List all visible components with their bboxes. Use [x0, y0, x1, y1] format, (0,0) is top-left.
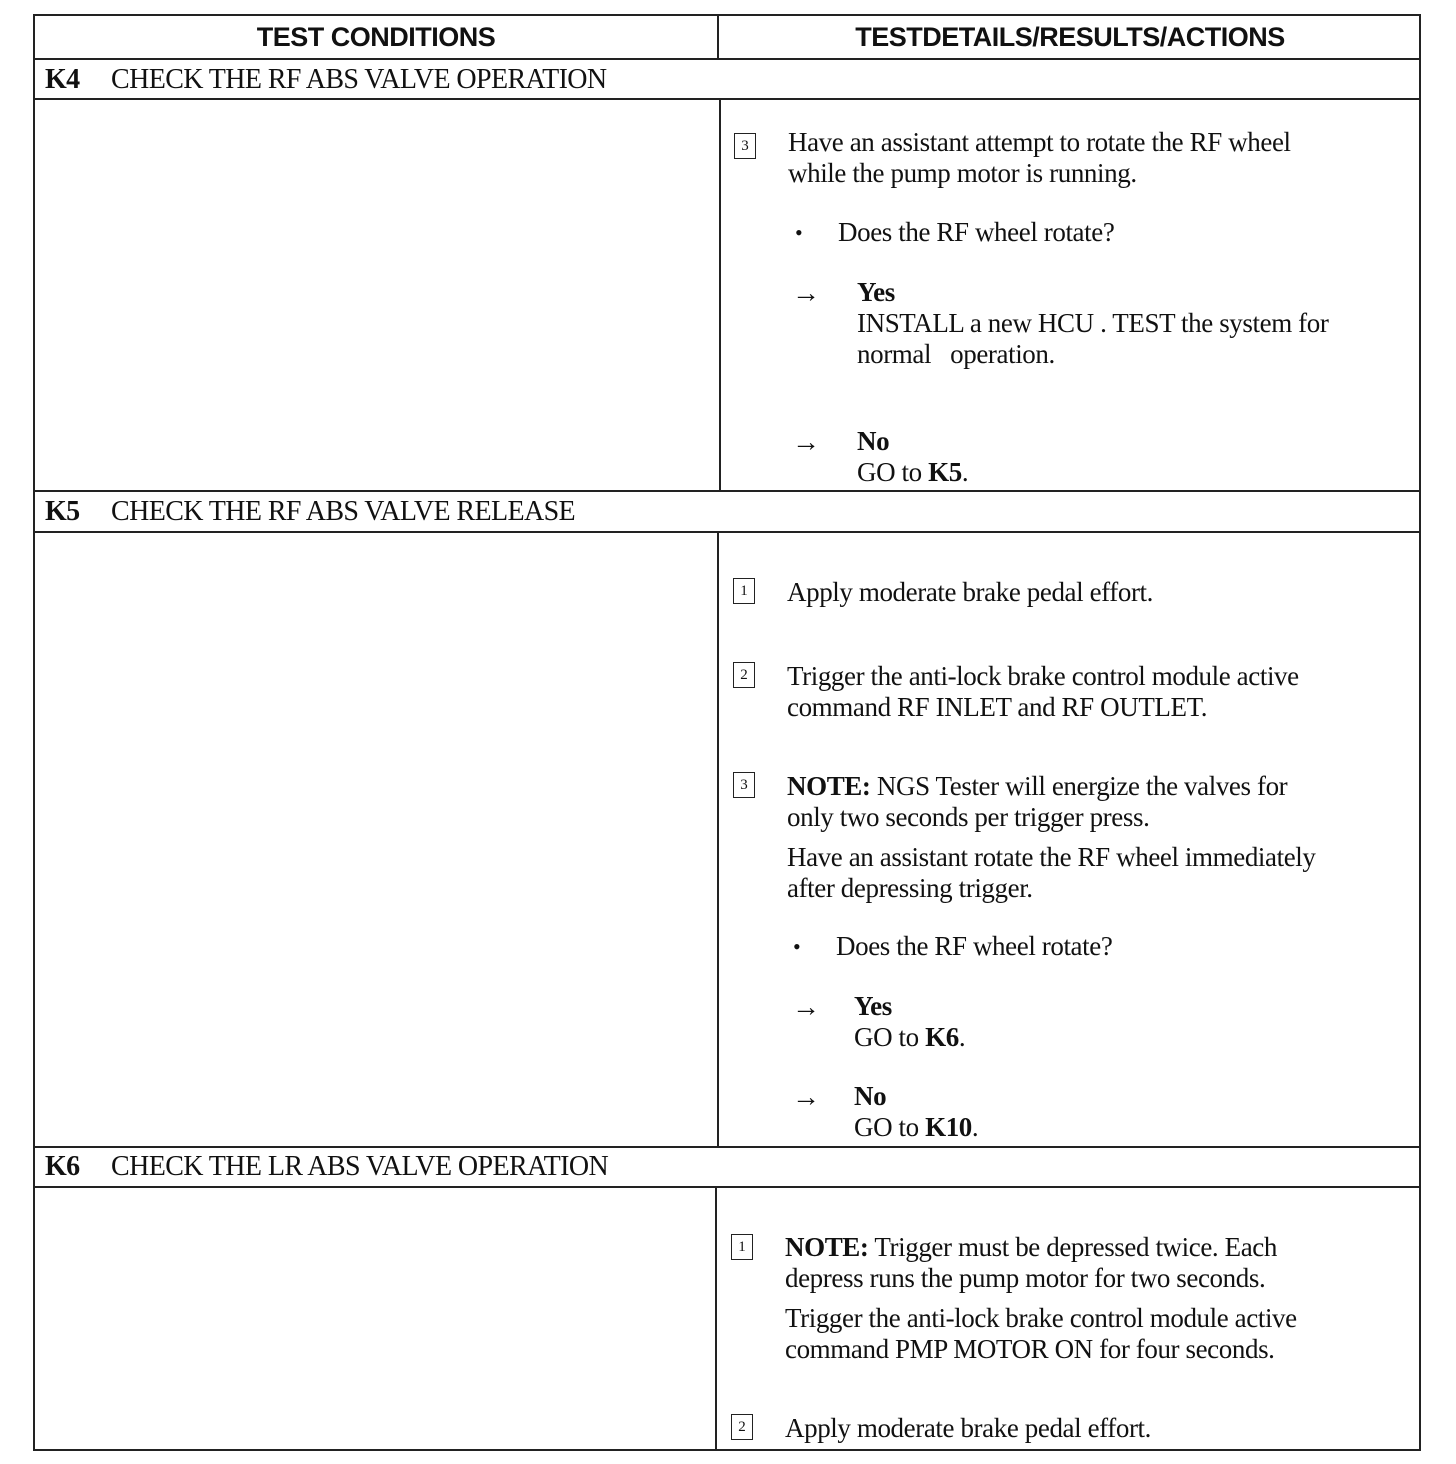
column-divider	[719, 98, 721, 490]
step-text: Trigger the anti-lock brake control module active	[785, 1303, 1297, 1333]
bullet-icon: •	[793, 934, 801, 959]
arrow-right-icon: →	[792, 427, 820, 458]
step-number-box: 3	[734, 133, 756, 159]
step-number-box: 2	[731, 1414, 753, 1440]
step-text: command PMP MOTOR ON for four seconds.	[785, 1334, 1275, 1364]
divider	[35, 58, 1419, 60]
step-text: Have an assistant attempt to rotate the RF wheel	[788, 127, 1291, 157]
step-text: while the pump motor is running.	[788, 158, 1137, 188]
section-title-k6: K6 CHECK THE LR ABS VALVE OPERATION	[45, 1151, 609, 1182]
no-action-text: GO to K10.	[854, 1112, 979, 1142]
section-title-k4: K4 CHECK THE RF ABS VALVE OPERATION	[45, 64, 607, 95]
arrow-right-icon: →	[792, 1082, 820, 1113]
arrow-right-icon: →	[792, 992, 820, 1023]
yes-label: Yes	[854, 991, 892, 1021]
note-text: only two seconds per trigger press.	[787, 802, 1150, 832]
no-action-text: GO to K5.	[857, 457, 969, 487]
step-number-box: 2	[733, 662, 755, 688]
note-text: NOTE: NGS Tester will energize the valves for	[787, 771, 1288, 801]
question-text: Does the RF wheel rotate?	[838, 217, 1115, 247]
divider	[35, 490, 1419, 492]
divider	[35, 98, 1419, 100]
step-text: after depressing trigger.	[787, 873, 1033, 903]
step-number-box: 1	[731, 1234, 753, 1260]
note-text: depress runs the pump motor for two seconds.	[785, 1263, 1266, 1293]
no-label: No	[854, 1081, 887, 1111]
step-text: Have an assistant rotate the RF wheel immediately	[787, 842, 1316, 872]
step-text: command RF INLET and RF OUTLET.	[787, 692, 1208, 722]
section-code: K5	[45, 496, 80, 527]
step-number-box: 1	[733, 578, 755, 604]
diagnostic-table	[33, 14, 1421, 1451]
header-test-details: TESTDETAILS/RESULTS/ACTIONS	[855, 21, 1285, 52]
note-text: NOTE: Trigger must be depressed twice. Each	[785, 1232, 1277, 1262]
section-code: K6	[45, 1151, 80, 1182]
question-text: Does the RF wheel rotate?	[836, 931, 1113, 961]
no-label: No	[857, 426, 890, 456]
step-text: Apply moderate brake pedal effort.	[787, 577, 1153, 607]
step-number-box: 3	[733, 772, 755, 798]
column-divider	[717, 531, 719, 1147]
section-title-k5: K5 CHECK THE RF ABS VALVE RELEASE	[45, 496, 576, 527]
yes-action-text: normal operation.	[857, 339, 1055, 369]
yes-label: Yes	[857, 277, 895, 307]
arrow-right-icon: →	[792, 278, 820, 309]
yes-action-text: GO to K6.	[854, 1022, 966, 1052]
divider	[35, 531, 1419, 533]
divider	[35, 1146, 1419, 1148]
divider	[35, 1186, 1419, 1188]
step-text: Apply moderate brake pedal effort.	[785, 1413, 1151, 1443]
header-test-conditions: TEST CONDITIONS	[35, 16, 719, 58]
yes-action-text: INSTALL a new HCU . TEST the system for	[857, 308, 1329, 338]
section-code: K4	[45, 64, 80, 95]
bullet-icon: •	[795, 220, 803, 245]
column-divider	[715, 1186, 717, 1451]
step-text: Trigger the anti-lock brake control module active	[787, 661, 1299, 691]
